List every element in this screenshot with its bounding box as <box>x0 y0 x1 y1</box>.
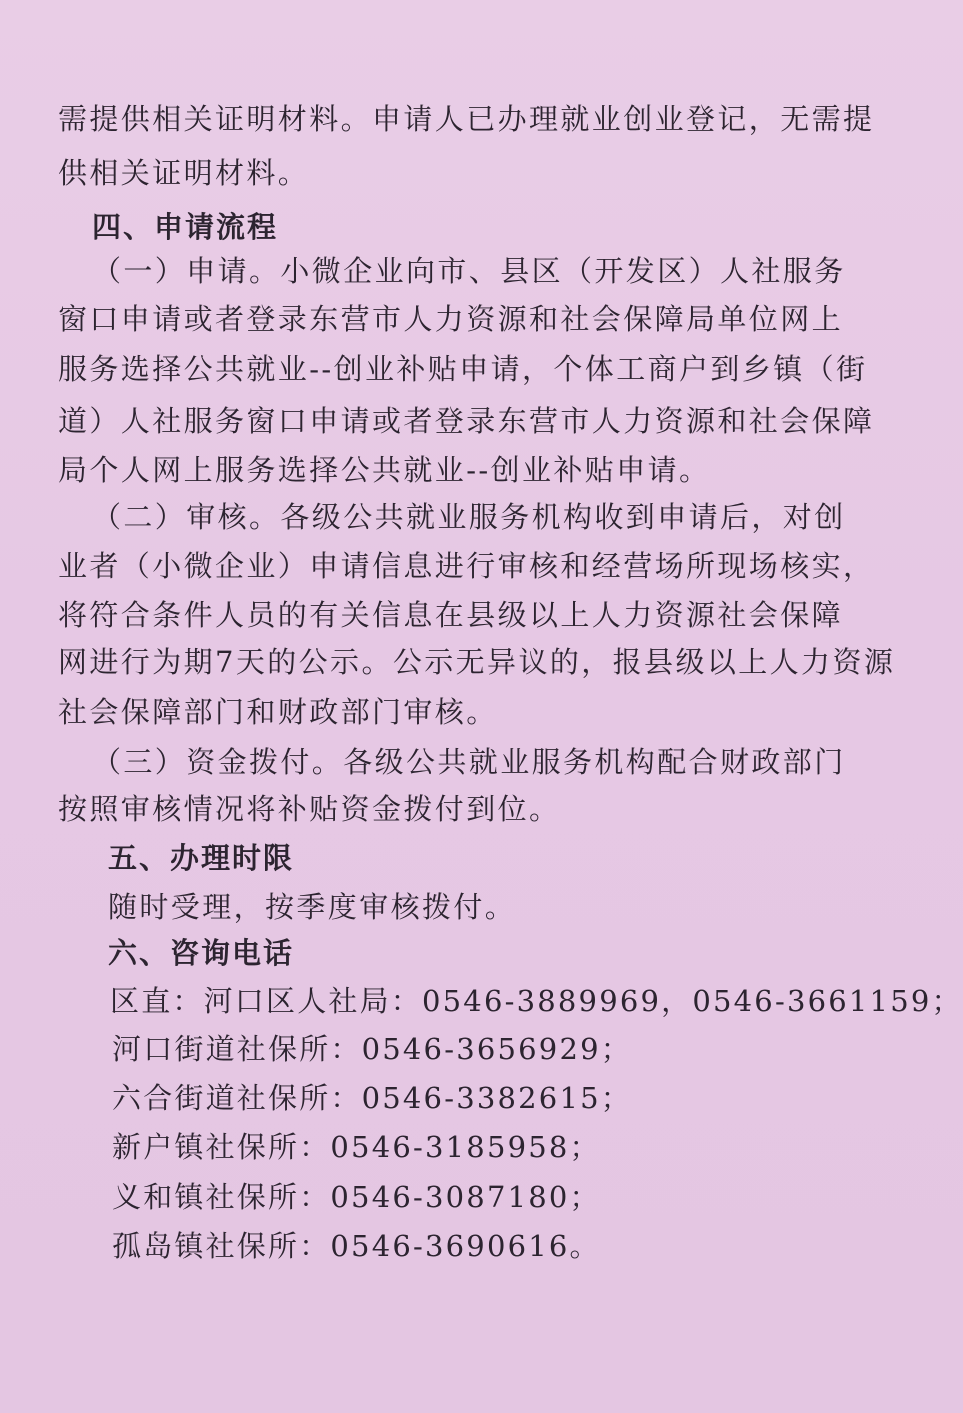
paragraph-line: （二）审核。各级公共就业服务机构收到申请后，对创 <box>92 500 846 534</box>
paragraph-line: 业者（小微企业）申请信息进行审核和经营场所现场核实， <box>58 549 875 583</box>
paragraph-line: 将符合条件人员的有关信息在县级以上人力资源社会保障 <box>58 598 844 632</box>
paragraph-line: 社会保障部门和财政部门审核。 <box>58 695 498 729</box>
contact-line: 新户镇社保所：0546-3185958； <box>112 1130 601 1164</box>
contact-line: 孤岛镇社保所：0546-3690616。 <box>112 1229 601 1263</box>
paragraph-line: 需提供相关证明材料。申请人已办理就业创业登记，无需提 <box>58 102 875 136</box>
paragraph-line: 按照审核情况将补贴资金拨付到位。 <box>58 792 561 826</box>
paragraph-line: 网进行为期7天的公示。公示无异议的，报县级以上人力资源 <box>58 645 896 679</box>
paragraph-line: 局个人网上服务选择公共就业--创业补贴申请。 <box>58 453 711 487</box>
paragraph-line: 供相关证明材料。 <box>58 156 310 190</box>
contact-line: 区直：河口区人社局：0546-3889969，0546-3661159； <box>110 984 963 1018</box>
contact-line: 河口街道社保所：0546-3656929； <box>112 1032 632 1066</box>
paragraph-line: （一）申请。小微企业向市、县区（开发区）人社服务 <box>92 254 846 288</box>
contact-line: 六合街道社保所：0546-3382615； <box>112 1081 632 1115</box>
paragraph-line: （三）资金拨付。各级公共就业服务机构配合财政部门 <box>92 745 846 779</box>
paragraph-line: 窗口申请或者登录东营市人力资源和社会保障局单位网上 <box>58 302 844 336</box>
paragraph-line: 随时受理，按季度审核拨付。 <box>108 890 517 924</box>
contact-line: 义和镇社保所：0546-3087180； <box>112 1180 601 1214</box>
paragraph-line: 道）人社服务窗口申请或者登录东营市人力资源和社会保障 <box>58 404 875 438</box>
section-heading-consult-phone: 六、咨询电话 <box>108 936 295 970</box>
section-heading-application-process: 四、申请流程 <box>92 210 279 244</box>
paragraph-line: 服务选择公共就业--创业补贴申请，个体工商户到乡镇（街 <box>58 352 868 386</box>
section-heading-processing-time: 五、办理时限 <box>108 841 295 875</box>
